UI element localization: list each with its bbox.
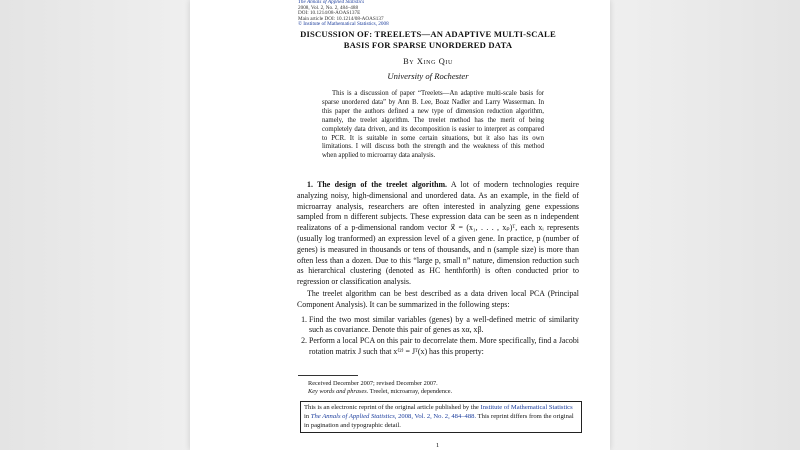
step-item: 1. Find the two most similar variables (genes) by a well-defined metric of similarity such as covariance. Denote this pair of genes as xα, xβ.	[309, 315, 579, 337]
journal-link[interactable]: The Annals of Applied Statistics,	[310, 412, 397, 420]
footnote	[308, 380, 578, 396]
section-1-para-2: The treelet algorithm can be best described as a data driven local PCA (Principal Component Analysis). It can be summarized in the following steps:	[297, 288, 579, 309]
affiliation: University of Rochester	[387, 71, 469, 81]
reprint-notice	[300, 401, 582, 433]
keywords-text: Treelet, microarray, dependence.	[369, 388, 453, 395]
journal-name[interactable]: The Annals of Applied Statistics	[298, 0, 365, 5]
author: By Xing Qiu	[403, 57, 453, 66]
section-1	[297, 180, 579, 358]
footnote-rule	[298, 375, 358, 376]
ims-link[interactable]: Institute of Mathematical Statistics	[480, 404, 573, 411]
left-margin	[0, 0, 190, 450]
keywords	[308, 388, 578, 396]
para-1-text: A lot of modern technologies require analyzing noisy, high-dimensional and unordered data. As an example, in the field of microarray analysis, researchers are often interested in analyzing gene expessions sampled from n different subjects. These expression data can be seen as n independent realizatons of a p-dimensional random vector x⃗ = (x₁, . . . , xₚ)ᵀ, each xᵢ represents (usually log tranformed) an expression level of a given gene. In practice, p (number of genes) is measured in thousands or tens of thousands, and n (sample size) is more than often less than a dozen. Due to this “large p, small n” nature, dimension reduction such as hierarchical clustering (denoted as HC henthforth) is often conducted prior to regression or classification analysis.	[297, 180, 579, 287]
main-article-doi: Main article DOI: 10.1214/08-AOAS137	[298, 15, 384, 22]
title-line-1: DISCUSSION OF: TREELETS—AN ADAPTIVE MULTI-SCALE	[300, 29, 556, 39]
title-line-2: BASIS FOR SPARSE UNORDERED DATA	[343, 40, 513, 50]
algorithm-steps	[297, 315, 579, 358]
section-1-para-1	[297, 180, 579, 288]
copyright[interactable]: © Institute of Mathematical Statistics, 2008	[298, 21, 389, 28]
volume-info: 2008, Vol. 2, No. 2, 484–488	[298, 4, 359, 11]
paper-page	[190, 0, 610, 450]
paper-title	[288, 29, 568, 51]
step-item: 2. Perform a local PCA on this pair to decorrelate them. More specifically, find a Jacobi rotation matrix J such that x⁽²⁾ = Jᵀ(x) has this property:	[309, 336, 579, 358]
reprint-in: in	[304, 412, 310, 420]
abstract: This is a discussion of paper “Treelets—An adaptive multi-scale basis for sparse unordered data” by Ann B. Lee, Boaz Nadler and Larry Wasserman. In this paper the authors defined a new type of dimension reduction algorithm, namely, the treelet algorithm. The treelet method has the merit of being completely data driven, and its decomposition is easier to interpret as compared to PCR. It is suitable in some certain situations, but it also has its own limitations. I will discuss both the strength and the weakness of this method when applied to microarray data analysis.	[322, 90, 544, 160]
right-margin	[610, 0, 800, 450]
citation-link[interactable]: 2008, Vol. 2, No. 2, 484–488.	[398, 412, 477, 420]
page-number: 1	[436, 442, 440, 449]
journal-header	[298, 0, 389, 28]
reprint-line-1: This is an electronic reprint of the original article published by the	[304, 404, 479, 411]
section-heading: 1. The design of the treelet algorithm.	[307, 180, 448, 189]
reprint-rest: This reprint differs from the original in pagination and typographic detail.	[304, 412, 574, 429]
keywords-label: Key words and phrases.	[308, 388, 369, 395]
doi: DOI: 10.1214/08-AOAS137E	[298, 10, 361, 17]
received-dates: Received December 2007; revised December 2007.	[308, 380, 438, 387]
